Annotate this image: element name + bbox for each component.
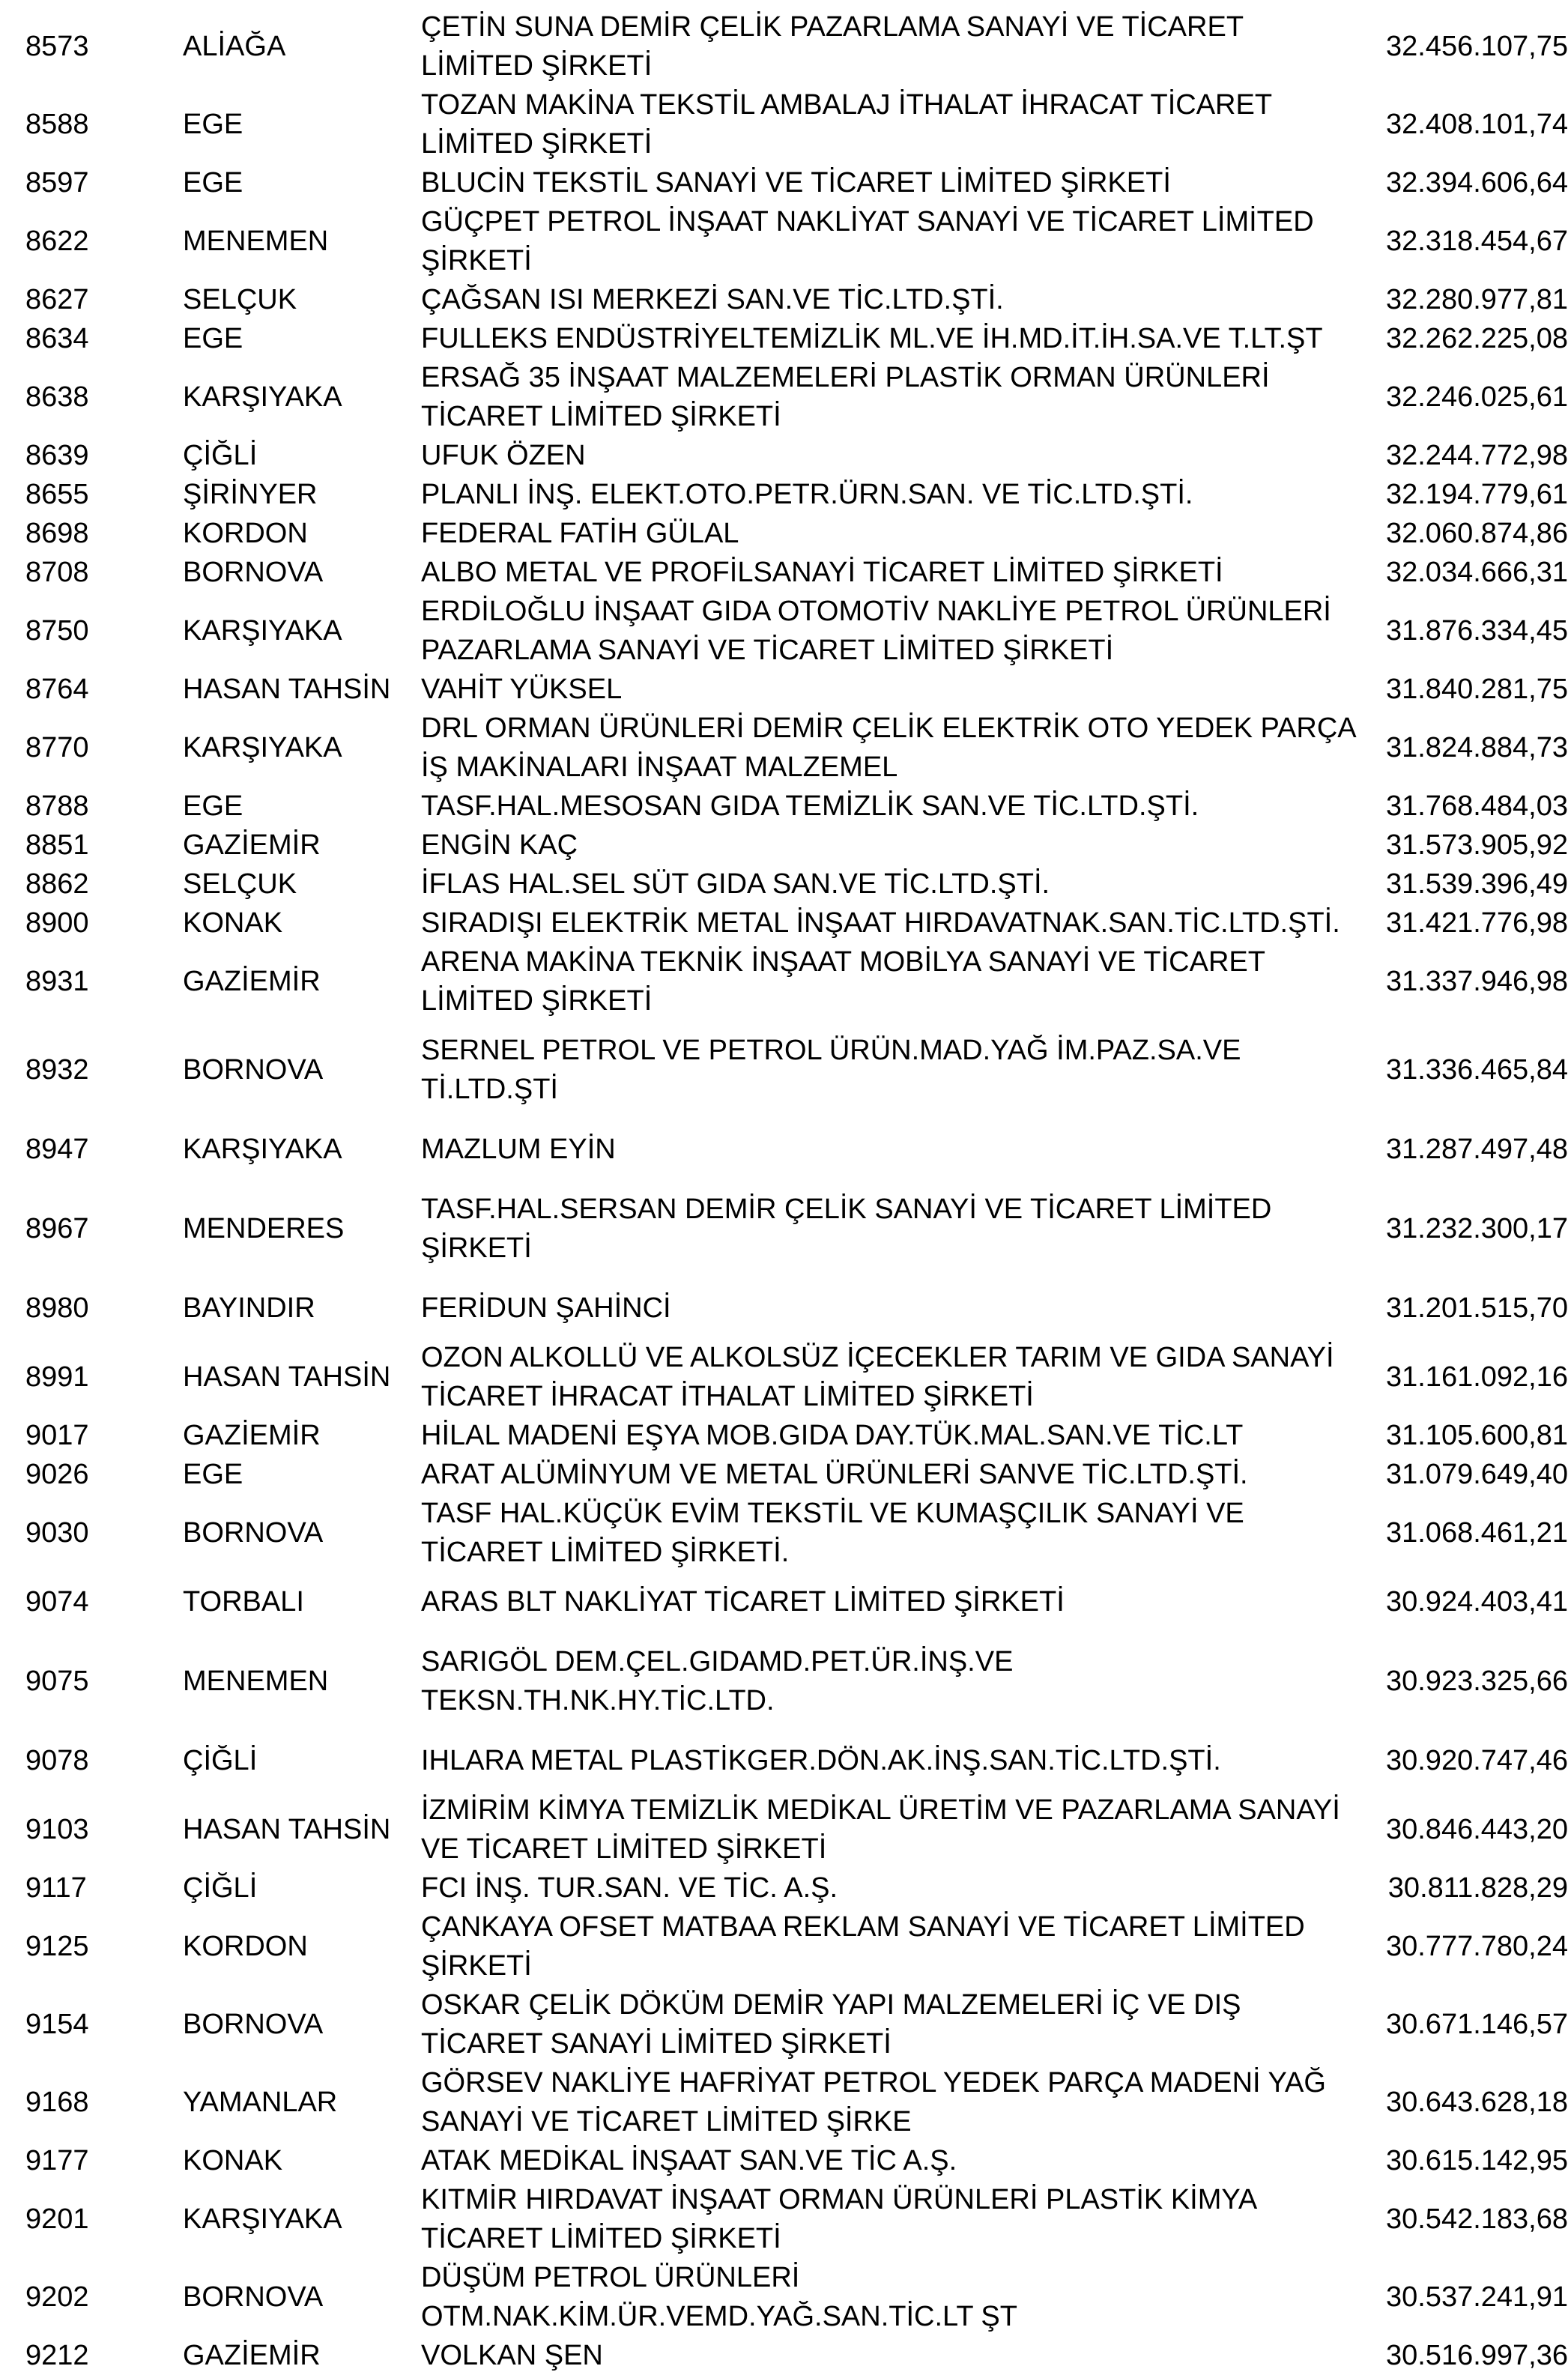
table-row bbox=[0, 2063, 1568, 2141]
row-amount: 32.456.107,75 bbox=[1385, 31, 1568, 62]
row-district: BORNOVA bbox=[183, 2009, 324, 2040]
table-row bbox=[0, 85, 1568, 163]
table-row bbox=[0, 1907, 1568, 1985]
table-row bbox=[0, 436, 1568, 475]
row-number: 8932 bbox=[25, 1054, 89, 1086]
row-amount: 31.539.396,49 bbox=[1385, 868, 1568, 900]
row-amount: 31.336.465,84 bbox=[1385, 1054, 1568, 1086]
row-number: 8851 bbox=[25, 829, 89, 861]
row-company-name: MAZLUM EYİN bbox=[421, 1134, 616, 1165]
row-number: 8597 bbox=[25, 167, 89, 199]
row-amount: 31.824.884,73 bbox=[1385, 732, 1568, 763]
row-district: EGE bbox=[183, 167, 243, 199]
row-district: EGE bbox=[183, 1459, 243, 1490]
table-row bbox=[0, 1020, 1568, 1119]
row-company-name: DRL ORMAN ÜRÜNLERİ DEMİR ÇELİK ELEKTRİK OTO YEDEK PARÇA İŞ MAKİNALARI İNŞAAT MALZEMEL bbox=[421, 712, 1355, 783]
row-company-name: IHLARA METAL PLASTİKGER.DÖN.AK.İNŞ.SAN.TİC.LTD.ŞTİ. bbox=[421, 1745, 1221, 1776]
row-number: 9201 bbox=[25, 2203, 89, 2235]
row-company-name: TASF HAL.KÜÇÜK EVİM TEKSTİL VE KUMAŞÇILIK SANAYİ VE TİCARET LİMİTED ŞİRKETİ. bbox=[421, 1498, 1244, 1568]
row-district: KARŞIYAKA bbox=[183, 615, 342, 647]
table-row bbox=[0, 514, 1568, 553]
row-company-name: ALBO METAL VE PROFİLSANAYİ TİCARET LİMİTED ŞİRKETİ bbox=[421, 557, 1223, 588]
row-amount: 30.671.146,57 bbox=[1385, 2009, 1568, 2040]
table-row bbox=[0, 475, 1568, 514]
row-number: 8638 bbox=[25, 381, 89, 413]
row-company-name: FULLEKS ENDÜSTRİYELTEMİZLİK ML.VE İH.MD.İT.İH.SA.VE T.LT.ŞT bbox=[421, 323, 1323, 354]
row-amount: 31.421.776,98 bbox=[1385, 907, 1568, 939]
row-number: 8573 bbox=[25, 31, 89, 62]
row-amount: 30.542.183,68 bbox=[1385, 2203, 1568, 2235]
table-row bbox=[0, 163, 1568, 202]
table-row bbox=[0, 1179, 1568, 1278]
row-number: 8698 bbox=[25, 518, 89, 549]
table-row bbox=[0, 904, 1568, 943]
row-number: 8900 bbox=[25, 907, 89, 939]
row-number: 8991 bbox=[25, 1361, 89, 1393]
row-district: SELÇUK bbox=[183, 284, 297, 315]
row-company-name: OSKAR ÇELİK DÖKÜM DEMİR YAPI MALZEMELERİ İÇ VE DIŞ TİCARET SANAYİ LİMİTED ŞİRKETİ bbox=[421, 1989, 1241, 2060]
row-company-name: ARAT ALÜMİNYUM VE METAL ÜRÜNLERİ SANVE TİC.LTD.ŞTİ. bbox=[421, 1459, 1248, 1490]
row-number: 8947 bbox=[25, 1134, 89, 1165]
row-amount: 30.811.828,29 bbox=[1387, 1872, 1568, 1904]
row-amount: 32.244.772,98 bbox=[1385, 440, 1568, 471]
row-company-name: ARAS BLT NAKLİYAT TİCARET LİMİTED ŞİRKETİ bbox=[421, 1586, 1065, 1618]
table-row bbox=[0, 865, 1568, 904]
table-row bbox=[0, 709, 1568, 787]
row-amount: 30.920.747,46 bbox=[1385, 1745, 1568, 1776]
row-district: BORNOVA bbox=[183, 1517, 324, 1549]
row-number: 9177 bbox=[25, 2145, 89, 2176]
row-company-name: ERSAĞ 35 İNŞAAT MALZEMELERİ PLASTİK ORMAN ÜRÜNLERİ TİCARET LİMİTED ŞİRKETİ bbox=[421, 362, 1270, 432]
row-number: 8931 bbox=[25, 966, 89, 997]
row-number: 8980 bbox=[25, 1292, 89, 1324]
row-number: 9212 bbox=[25, 2340, 89, 2371]
row-company-name: ATAK MEDİKAL İNŞAAT SAN.VE TİC A.Ş. bbox=[421, 2145, 957, 2176]
row-company-name: TOZAN MAKİNA TEKSTİL AMBALAJ İTHALAT İHRACAT TİCARET LİMİTED ŞİRKETİ bbox=[421, 89, 1272, 160]
row-company-name: ÇAĞSAN ISI MERKEZİ SAN.VE TİC.LTD.ŞTİ. bbox=[421, 284, 1004, 315]
row-amount: 30.516.997,36 bbox=[1385, 2340, 1568, 2371]
table-row bbox=[0, 1731, 1568, 1791]
row-district: GAZİEMİR bbox=[183, 829, 321, 861]
row-district: MENEMEN bbox=[183, 226, 329, 257]
row-number: 8627 bbox=[25, 284, 89, 315]
row-amount: 30.924.403,41 bbox=[1385, 1586, 1568, 1618]
row-amount: 32.034.666,31 bbox=[1385, 557, 1568, 588]
row-company-name: SERNEL PETROL VE PETROL ÜRÜN.MAD.YAĞ İM.PAZ.SA.VE Tİ.LTD.ŞTİ bbox=[421, 1035, 1241, 1105]
row-district: ÇİĞLİ bbox=[183, 1745, 258, 1776]
row-number: 8764 bbox=[25, 674, 89, 705]
table-row bbox=[0, 1632, 1568, 1731]
row-company-name: ERDİLOĞLU İNŞAAT GIDA OTOMOTİV NAKLİYE PETROL ÜRÜNLERİ PAZARLAMA SANAYİ VE TİCARET LİMİTED ŞİRKETİ bbox=[421, 596, 1331, 666]
row-amount: 32.408.101,74 bbox=[1385, 109, 1568, 140]
table-row bbox=[0, 358, 1568, 436]
row-number: 9103 bbox=[25, 1814, 89, 1845]
row-amount: 31.840.281,75 bbox=[1385, 674, 1568, 705]
table-row bbox=[0, 943, 1568, 1020]
row-amount: 31.201.515,70 bbox=[1385, 1292, 1568, 1324]
row-number: 9030 bbox=[25, 1517, 89, 1549]
row-number: 9078 bbox=[25, 1745, 89, 1776]
row-amount: 30.643.628,18 bbox=[1385, 2087, 1568, 2118]
row-district: KARŞIYAKA bbox=[183, 2203, 342, 2235]
row-number: 8634 bbox=[25, 323, 89, 354]
row-amount: 32.280.977,81 bbox=[1385, 284, 1568, 315]
row-district: YAMANLAR bbox=[183, 2087, 338, 2118]
table-row bbox=[0, 592, 1568, 670]
row-amount: 32.060.874,86 bbox=[1385, 518, 1568, 549]
row-amount: 32.318.454,67 bbox=[1385, 226, 1568, 257]
row-number: 9026 bbox=[25, 1459, 89, 1490]
row-district: BAYINDIR bbox=[183, 1292, 315, 1324]
table-row bbox=[0, 1278, 1568, 1338]
row-number: 9125 bbox=[25, 1931, 89, 1962]
row-amount: 31.768.484,03 bbox=[1385, 790, 1568, 822]
row-company-name: ÇANKAYA OFSET MATBAA REKLAM SANAYİ VE TİCARET LİMİTED ŞİRKETİ bbox=[421, 1911, 1305, 1982]
row-company-name: SARIGÖL DEM.ÇEL.GIDAMD.PET.ÜR.İNŞ.VE TEKSN.TH.NK.HY.TİC.LTD. bbox=[421, 1646, 1014, 1716]
row-district: ALİAĞA bbox=[183, 31, 286, 62]
row-district: MENEMEN bbox=[183, 1665, 329, 1697]
table-row bbox=[0, 319, 1568, 358]
row-district: SELÇUK bbox=[183, 868, 297, 900]
table-row bbox=[0, 1869, 1568, 1907]
row-number: 8622 bbox=[25, 226, 89, 257]
row-company-name: TASF.HAL.MESOSAN GIDA TEMİZLİK SAN.VE TİC.LTD.ŞTİ. bbox=[421, 790, 1199, 822]
row-amount: 31.573.905,92 bbox=[1385, 829, 1568, 861]
row-number: 8788 bbox=[25, 790, 89, 822]
table-row bbox=[0, 2141, 1568, 2180]
row-district: KARŞIYAKA bbox=[183, 1134, 342, 1165]
table-row bbox=[0, 202, 1568, 280]
table-row bbox=[0, 1338, 1568, 1416]
table-row bbox=[0, 670, 1568, 709]
row-number: 9168 bbox=[25, 2087, 89, 2118]
row-district: ŞİRİNYER bbox=[183, 479, 318, 510]
row-number: 8967 bbox=[25, 1213, 89, 1244]
row-number: 8770 bbox=[25, 732, 89, 763]
row-district: BORNOVA bbox=[183, 1054, 324, 1086]
row-company-name: FEDERAL FATİH GÜLAL bbox=[421, 518, 739, 549]
row-number: 9017 bbox=[25, 1420, 89, 1451]
row-district: GAZİEMİR bbox=[183, 966, 321, 997]
table-row bbox=[0, 1572, 1568, 1632]
row-company-name: VOLKAN ŞEN bbox=[421, 2340, 603, 2371]
row-amount: 31.232.300,17 bbox=[1385, 1213, 1568, 1244]
row-amount: 32.194.779,61 bbox=[1385, 479, 1568, 510]
row-district: HASAN TAHSİN bbox=[183, 1814, 391, 1845]
row-district: EGE bbox=[183, 109, 243, 140]
table-row bbox=[0, 1494, 1568, 1572]
row-district: HASAN TAHSİN bbox=[183, 674, 391, 705]
row-company-name: GÖRSEV NAKLİYE HAFRİYAT PETROL YEDEK PARÇA MADENİ YAĞ SANAYİ VE TİCARET LİMİTED ŞİRKE bbox=[421, 2067, 1326, 2138]
table-row bbox=[0, 1455, 1568, 1494]
table-row bbox=[0, 2180, 1568, 2258]
row-number: 8588 bbox=[25, 109, 89, 140]
row-district: KARŞIYAKA bbox=[183, 381, 342, 413]
row-district: KONAK bbox=[183, 907, 283, 939]
row-company-name: ARENA MAKİNA TEKNİK İNŞAAT MOBİLYA SANAYİ VE TİCARET LİMİTED ŞİRKETİ bbox=[421, 946, 1265, 1017]
row-district: GAZİEMİR bbox=[183, 1420, 321, 1451]
row-district: ÇİĞLİ bbox=[183, 440, 258, 471]
row-company-name: SIRADIŞI ELEKTRİK METAL İNŞAAT HIRDAVATNAK.SAN.TİC.LTD.ŞTİ. bbox=[421, 907, 1340, 939]
row-number: 9154 bbox=[25, 2009, 89, 2040]
table-row bbox=[0, 1416, 1568, 1455]
row-number: 9202 bbox=[25, 2281, 89, 2313]
table-row bbox=[0, 787, 1568, 826]
row-company-name: GÜÇPET PETROL İNŞAAT NAKLİYAT SANAYİ VE TİCARET LİMİTED ŞİRKETİ bbox=[421, 206, 1314, 276]
row-amount: 32.262.225,08 bbox=[1385, 323, 1568, 354]
table-row bbox=[0, 1119, 1568, 1179]
row-number: 8708 bbox=[25, 557, 89, 588]
row-amount: 31.287.497,48 bbox=[1385, 1134, 1568, 1165]
table-row bbox=[0, 7, 1568, 85]
table-row bbox=[0, 1985, 1568, 2063]
row-amount: 31.105.600,81 bbox=[1385, 1420, 1568, 1451]
row-amount: 30.537.241,91 bbox=[1385, 2281, 1568, 2313]
row-district: EGE bbox=[183, 323, 243, 354]
row-number: 8750 bbox=[25, 615, 89, 647]
row-company-name: UFUK ÖZEN bbox=[421, 440, 586, 471]
row-company-name: ENGİN KAÇ bbox=[421, 829, 578, 861]
row-company-name: İZMİRİM KİMYA TEMİZLİK MEDİKAL ÜRETİM VE PAZARLAMA SANAYİ VE TİCARET LİMİTED ŞİRKETİ bbox=[421, 1794, 1340, 1865]
row-amount: 32.246.025,61 bbox=[1385, 381, 1568, 413]
row-number: 8862 bbox=[25, 868, 89, 900]
row-district: EGE bbox=[183, 790, 243, 822]
row-company-name: VAHİT YÜKSEL bbox=[421, 674, 623, 705]
table-row bbox=[0, 826, 1568, 865]
row-company-name: TASF.HAL.SERSAN DEMİR ÇELİK SANAYİ VE TİCARET LİMİTED ŞİRKETİ bbox=[421, 1193, 1272, 1264]
row-company-name: KITMİR HIRDAVAT İNŞAAT ORMAN ÜRÜNLERİ PLASTİK KİMYA TİCARET LİMİTED ŞİRKETİ bbox=[421, 2184, 1256, 2254]
row-district: KONAK bbox=[183, 2145, 283, 2176]
row-number: 9117 bbox=[25, 1872, 87, 1904]
row-amount: 31.876.334,45 bbox=[1385, 615, 1568, 647]
row-amount: 31.161.092,16 bbox=[1385, 1361, 1568, 1393]
row-district: MENDERES bbox=[183, 1213, 345, 1244]
row-district: KARŞIYAKA bbox=[183, 732, 342, 763]
row-company-name: ÇETİN SUNA DEMİR ÇELİK PAZARLAMA SANAYİ VE TİCARET LİMİTED ŞİRKETİ bbox=[421, 11, 1244, 82]
row-district: BORNOVA bbox=[183, 557, 324, 588]
row-district: BORNOVA bbox=[183, 2281, 324, 2313]
row-district: KORDON bbox=[183, 1931, 308, 1962]
row-district: TORBALI bbox=[183, 1586, 304, 1618]
table-row bbox=[0, 2336, 1568, 2375]
row-company-name: FCI İNŞ. TUR.SAN. VE TİC. A.Ş. bbox=[421, 1872, 838, 1904]
table-row bbox=[0, 280, 1568, 319]
table-row bbox=[0, 2258, 1568, 2336]
row-amount: 31.068.461,21 bbox=[1385, 1517, 1568, 1549]
table-row bbox=[0, 553, 1568, 592]
row-number: 9075 bbox=[25, 1665, 89, 1697]
row-number: 8655 bbox=[25, 479, 89, 510]
row-district: ÇİĞLİ bbox=[183, 1872, 258, 1904]
row-amount: 30.615.142,95 bbox=[1385, 2145, 1568, 2176]
row-company-name: FERİDUN ŞAHİNCİ bbox=[421, 1292, 671, 1324]
row-amount: 30.923.325,66 bbox=[1385, 1665, 1568, 1697]
row-district: GAZİEMİR bbox=[183, 2340, 321, 2371]
row-district: HASAN TAHSİN bbox=[183, 1361, 391, 1393]
row-amount: 30.846.443,20 bbox=[1385, 1814, 1568, 1845]
row-company-name: DÜŞÜM PETROL ÜRÜNLERİ OTM.NAK.KİM.ÜR.VEMD.YAĞ.SAN.TİC.LT ŞT bbox=[421, 2262, 1017, 2332]
row-number: 9074 bbox=[25, 1586, 89, 1618]
row-amount: 31.079.649,40 bbox=[1385, 1459, 1568, 1490]
row-district: KORDON bbox=[183, 518, 308, 549]
row-company-name: PLANLI İNŞ. ELEKT.OTO.PETR.ÜRN.SAN. VE TİC.LTD.ŞTİ. bbox=[421, 479, 1193, 510]
row-amount: 32.394.606,64 bbox=[1385, 167, 1568, 199]
row-company-name: BLUCİN TEKSTİL SANAYİ VE TİCARET LİMİTED ŞİRKETİ bbox=[421, 167, 1171, 199]
row-amount: 30.777.780,24 bbox=[1385, 1931, 1568, 1962]
debtor-table-body bbox=[0, 7, 1568, 2375]
debtor-table bbox=[0, 7, 1568, 2375]
row-amount: 31.337.946,98 bbox=[1385, 966, 1568, 997]
row-number: 8639 bbox=[25, 440, 89, 471]
row-company-name: HİLAL MADENİ EŞYA MOB.GIDA DAY.TÜK.MAL.SAN.VE TİC.LT bbox=[421, 1420, 1244, 1451]
row-company-name: İFLAS HAL.SEL SÜT GIDA SAN.VE TİC.LTD.ŞTİ. bbox=[421, 868, 1050, 900]
row-company-name: OZON ALKOLLÜ VE ALKOLSÜZ İÇECEKLER TARIM VE GIDA SANAYİ TİCARET İHRACAT İTHALAT LİMİTED ŞİRKETİ bbox=[421, 1342, 1334, 1412]
table-row bbox=[0, 1791, 1568, 1869]
